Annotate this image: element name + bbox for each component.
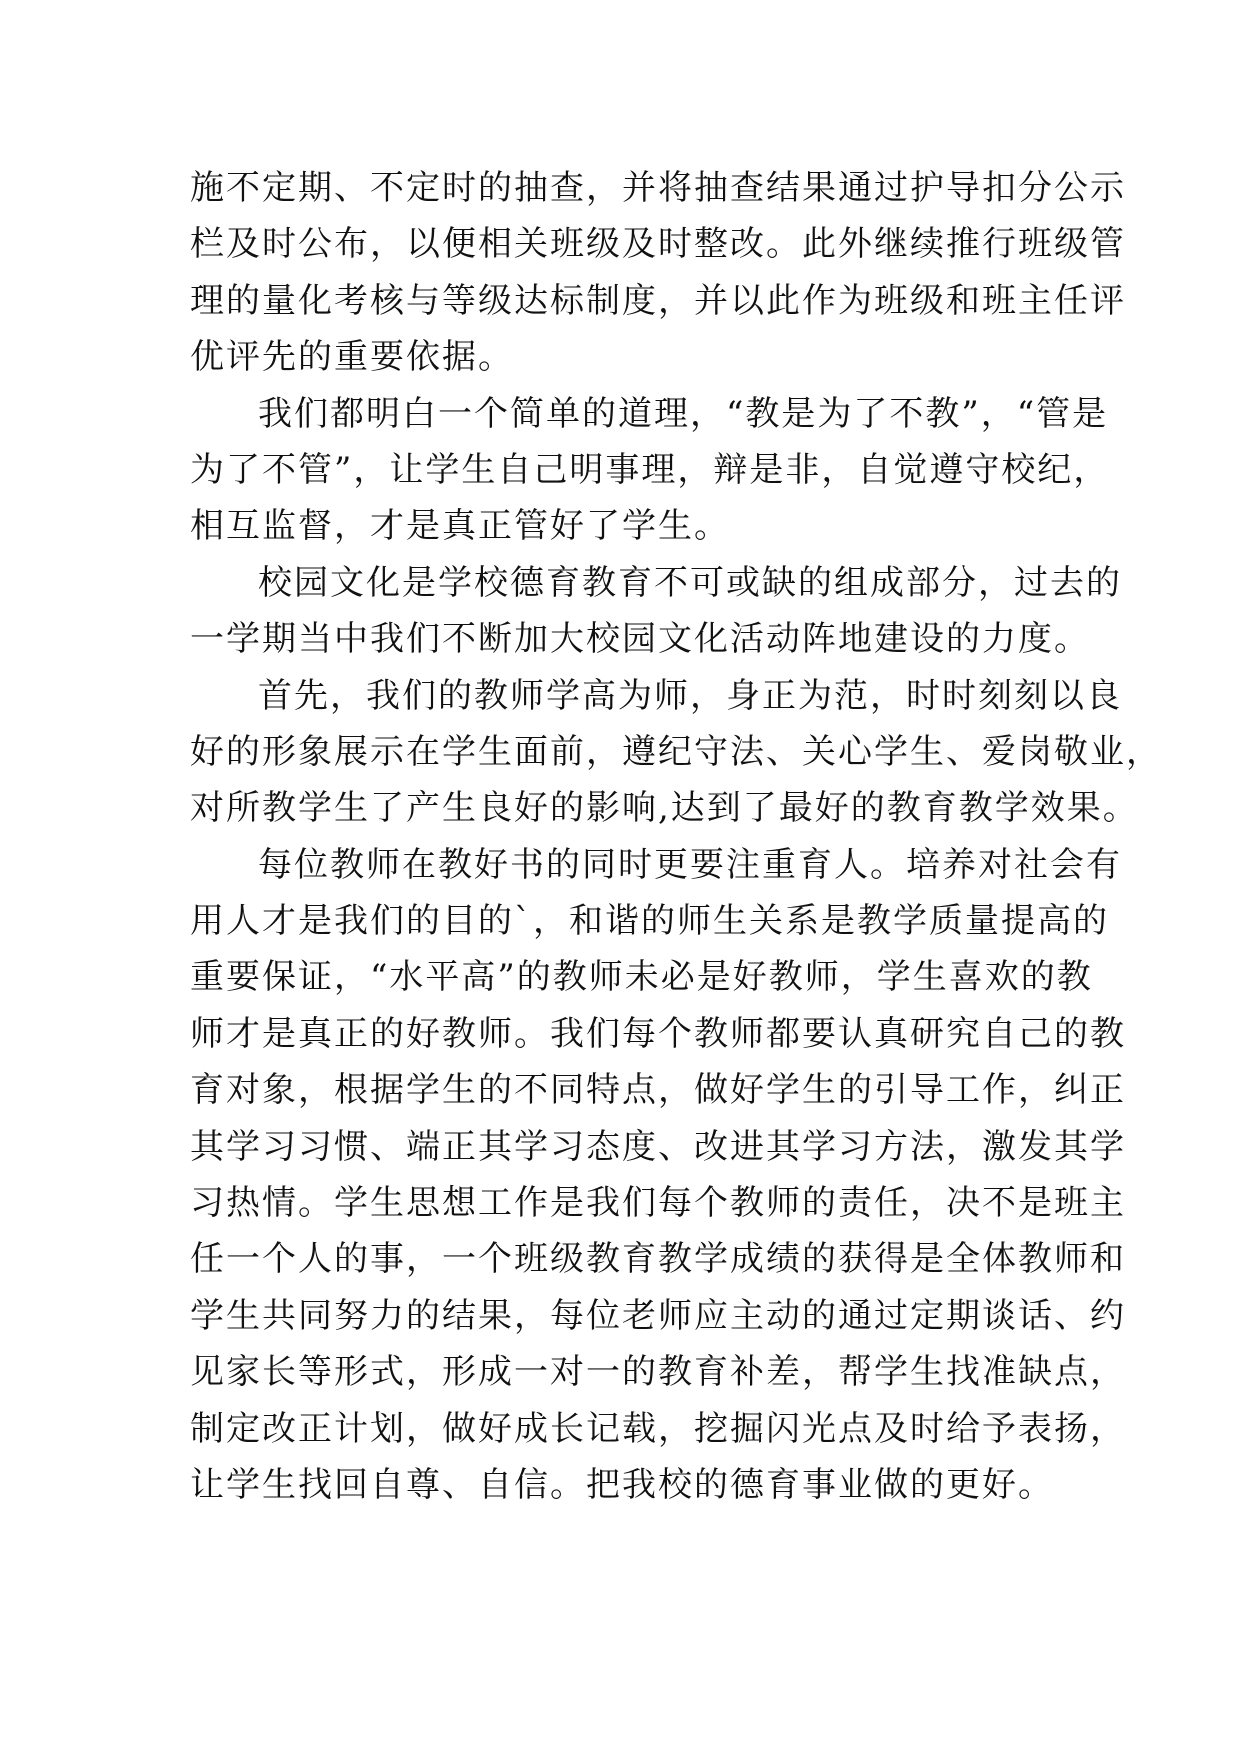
text-line: 习热情。学生思想工作是我们每个教师的责任，决不是班主: [190, 1183, 1126, 1224]
text-line: 施不定期、不定时的抽查，并将抽查结果通过护导扣分公示: [190, 168, 1126, 208]
text-line: 优评先的重要依据。: [190, 337, 514, 378]
text-line: 师才是真正的好教师。我们每个教师都要认真研究自己的教: [190, 1013, 1126, 1054]
paragraph-first-line: 校园文化是学校德育教育不可或缺的组成部分，过去的: [258, 562, 1122, 603]
text-line: 重要保证，“水平高”的教师未必是好教师，学生喜欢的教: [190, 957, 1093, 998]
text-line: 其学习习惯、端正其学习态度、改进其学习方法，激发其学: [190, 1126, 1126, 1167]
text-line: 好的形象展示在学生面前，遵纪守法、关心学生、爱岗敬业，: [190, 731, 1162, 772]
paragraph-first-line: 每位教师在教好书的同时更要注重育人。培养对社会有: [258, 844, 1122, 885]
text-line: 见家长等形式，形成一对一的教育补差，帮学生找准缺点，: [190, 1352, 1126, 1393]
document-body: [190, 160, 1162, 1513]
text-line: 制定改正计划，做好成长记载，挖掘闪光点及时给予表扬，: [190, 1408, 1126, 1449]
text-line: 用人才是我们的目的`，和谐的师生关系是教学质量提高的: [190, 901, 1109, 942]
text-line: 对所教学生了产生良好的影响,达到了最好的教育教学效果。: [190, 788, 1139, 829]
text-line: 为了不管”，让学生自己明事理，辩是非，自觉遵守校纪，: [190, 449, 1110, 490]
text-line: 让学生找回自尊、自信。把我校的德育事业做的更好。: [190, 1464, 1054, 1505]
text-line: 相互监督，才是真正管好了学生。: [190, 506, 730, 547]
text-line: 学生共同努力的结果，每位老师应主动的通过定期谈话、约: [190, 1295, 1126, 1336]
text-line: 一学期当中我们不断加大校园文化活动阵地建设的力度。: [190, 619, 1090, 660]
paragraph-first-line: 首先，我们的教师学高为师，身正为范，时时刻刻以良: [258, 675, 1122, 716]
text-line: 理的量化考核与等级达标制度，并以此作为班级和班主任评: [190, 280, 1126, 321]
text-line: 任一个人的事，一个班级教育教学成绩的获得是全体教师和: [190, 1239, 1126, 1280]
text-line: 育对象，根据学生的不同特点，做好学生的引导工作，纠正: [190, 1070, 1126, 1111]
paragraph-first-line: 我们都明白一个简单的道理，“教是为了不教”，“管是: [258, 393, 1109, 434]
text-line: 栏及时公布，以便相关班级及时整改。此外继续推行班级管: [190, 224, 1126, 265]
